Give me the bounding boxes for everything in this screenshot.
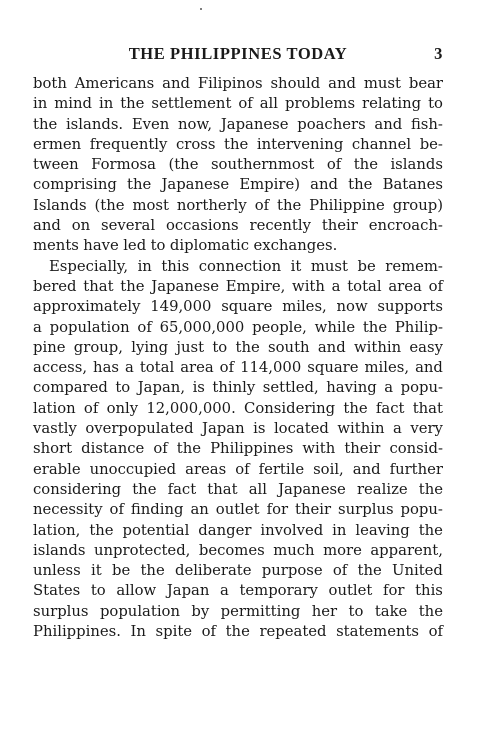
text-line: lation, the potential danger involved in leaving the	[33, 521, 443, 539]
running-head	[33, 42, 443, 66]
text-line: surplus population by permitting her to take the	[33, 602, 443, 620]
text-line: States to allow Japan a temporary outlet for this	[33, 582, 443, 600]
page-number: 3	[434, 44, 443, 63]
text-line: Especially, in this connection it must be remem-	[49, 257, 443, 275]
text-line: access, has a total area of 114,000 square miles, and	[33, 359, 443, 377]
paragraph	[33, 257, 443, 643]
text-line: comprising the Japanese Empire) and the Batanes	[33, 176, 443, 194]
text-line: compared to Japan, is thinly settled, having a popu-	[33, 379, 443, 397]
text-line: Philippines. In spite of the repeated statements of	[33, 623, 443, 641]
text-line: short distance of the Philippines with their consid-	[33, 440, 443, 458]
text-line: lation of only 12,000,000. Considering the fact that	[33, 399, 443, 417]
text-line: in mind in the settlement of all problems relating to	[33, 95, 443, 113]
print-speck	[200, 8, 202, 10]
text-line: ments have led to diplomatic exchanges.	[33, 237, 338, 255]
running-head-title: THE PHILIPPINES TODAY	[128, 44, 348, 63]
text-line: ermen frequently cross the intervening channel be-	[33, 135, 443, 153]
text-line: necessity of finding an outlet for their surplus popu-	[33, 501, 443, 519]
body-text	[33, 74, 443, 642]
text-line: a population of 65,000,000 people, while the Philip-	[33, 318, 443, 336]
text-line: islands unprotected, becomes much more apparent,	[33, 541, 443, 559]
text-line: vastly overpopulated Japan is located within a very	[33, 420, 443, 438]
book-page	[33, 42, 443, 642]
text-line: bered that the Japanese Empire, with a total area of	[33, 277, 443, 295]
text-line: pine group, lying just to the south and within easy	[33, 338, 443, 356]
text-line: and on several occasions recently their encroach-	[33, 217, 443, 235]
text-line: the islands. Even now, Japanese poachers and fish-	[33, 115, 443, 133]
text-line: Islands (the most northerly of the Philippine group)	[33, 196, 443, 214]
text-line: approximately 149,000 square miles, now supports	[33, 298, 443, 316]
text-line: erable unoccupied areas of fertile soil, and further	[33, 460, 443, 478]
text-line: unless it be the deliberate purpose of the United	[33, 562, 443, 580]
text-line: both Americans and Filipinos should and must bear	[33, 75, 443, 92]
text-line: considering the fact that all Japanese realize the	[33, 480, 443, 498]
text-line: tween Formosa (the southernmost of the islands	[33, 156, 443, 174]
paragraph	[33, 74, 443, 257]
